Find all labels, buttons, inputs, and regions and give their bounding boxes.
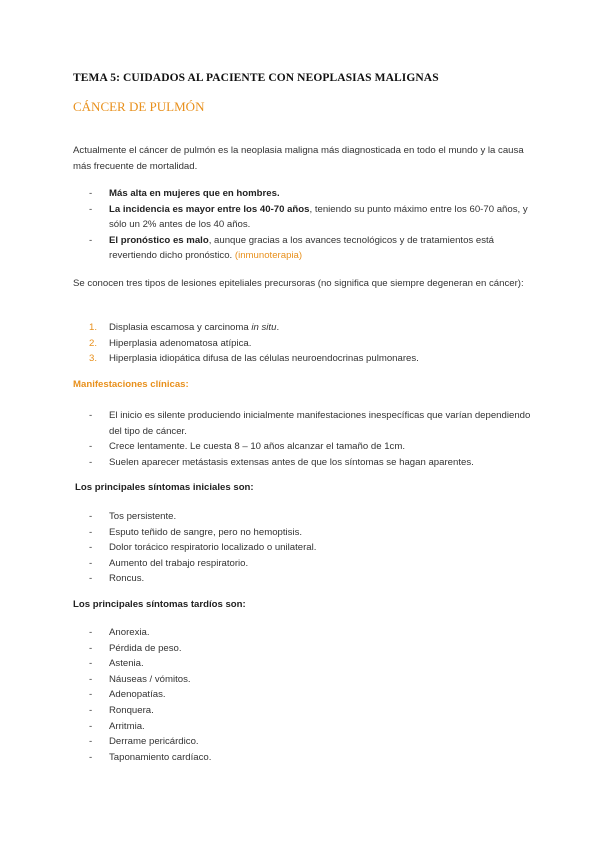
symptom-text: Derrame pericárdico.: [109, 736, 199, 748]
fact-bold: La incidencia es mayor entre los 40-70 años: [109, 203, 310, 215]
list-dash: -: [89, 704, 93, 716]
list-number: 1.: [89, 322, 98, 333]
list-dash: -: [89, 658, 93, 670]
list-dash: -: [89, 573, 93, 585]
lesion-text: Hiperplasia adenomatosa atípica.: [109, 337, 252, 349]
fact-text: , aunque gracias a los avances tecnológicos y de tratamientos está revertiendo dicho pronóstico.: [109, 234, 495, 262]
list-item: [73, 556, 543, 572]
list-dash: -: [89, 689, 93, 701]
list-item: [73, 439, 543, 455]
list-item: [73, 687, 543, 703]
list-item: [73, 336, 543, 352]
list-dash: -: [89, 673, 93, 685]
document-title: TEMA 5: CUIDADOS AL PACIENTE CON NEOPLASIAS MALIGNAS: [73, 72, 439, 84]
list-dash: -: [89, 511, 93, 522]
list-item: [73, 571, 543, 587]
list-item: [73, 186, 543, 202]
symptom-text: Pérdida de peso.: [109, 642, 182, 654]
list-item: [73, 525, 543, 541]
symptom-text: Anorexia.: [109, 627, 150, 638]
lesion-tail: .: [276, 322, 280, 333]
list-item: [73, 672, 543, 688]
list-dash: -: [89, 203, 93, 215]
list-dash: -: [89, 234, 93, 246]
list-dash: -: [89, 542, 93, 554]
fact-bold: Más alta en mujeres que en hombres.: [109, 188, 280, 199]
list-item: [73, 734, 543, 750]
lesion-italic: in situ: [251, 322, 277, 333]
symptom-text: Arritmia.: [109, 720, 145, 732]
manifestations-list: [73, 408, 543, 470]
fact-text: , teniendo su punto máximo entre los 60-70 años, y sólo un 2% antes de los 40 años.: [109, 203, 528, 231]
symptom-text: Tos persistente.: [109, 511, 177, 522]
late-symptoms-list: [73, 625, 543, 765]
list-dash: -: [89, 441, 93, 453]
manifest-text: El inicio es silente produciendo inicialmente manifestaciones inespecíficas que varían dependiendo del tipo de cáncer.: [109, 410, 531, 437]
list-dash: -: [89, 736, 93, 748]
list-item: [73, 625, 543, 641]
facts-list: [73, 186, 543, 264]
list-item: [73, 750, 543, 766]
list-item: [73, 509, 543, 525]
list-number: 3.: [89, 353, 98, 365]
lesions-list: [73, 320, 543, 367]
late-symptoms-heading: Los principales síntomas tardíos son:: [73, 599, 246, 610]
list-dash: -: [89, 557, 93, 569]
list-dash: -: [89, 526, 93, 538]
lesion-text: Hiperplasia idiopática difusa de las células neuroendocrinas pulmonares.: [109, 353, 419, 365]
fact-bold: El pronóstico es malo: [109, 234, 209, 246]
list-dash: -: [89, 642, 93, 654]
symptom-text: Taponamiento cardíaco.: [109, 751, 212, 763]
lesions-intro: Se conocen tres tipos de lesiones epiteliales precursoras (no significa que siempre degeneran en cáncer):: [73, 278, 524, 289]
symptom-text: Astenia.: [109, 658, 144, 670]
symptom-text: Ronquera.: [109, 704, 154, 716]
list-dash: -: [89, 456, 93, 468]
initial-symptoms-heading: Los principales síntomas iniciales son:: [75, 482, 254, 493]
manifest-text: Suelen aparecer metástasis extensas antes de que los síntomas se hagan aparentes.: [109, 456, 474, 468]
list-dash: -: [89, 751, 93, 763]
symptom-text: Aumento del trabajo respiratorio.: [109, 557, 249, 569]
list-item: [73, 320, 543, 336]
manifest-text: Crece lentamente. Le cuesta 8 – 10 años alcanzar el tamaño de 1cm.: [109, 441, 405, 453]
list-dash: -: [89, 720, 93, 732]
list-dash: -: [89, 188, 93, 199]
symptom-text: Dolor torácico respiratorio localizado o unilateral.: [109, 542, 317, 554]
list-number: 2.: [89, 337, 98, 349]
list-item: [73, 719, 543, 735]
intro-paragraph: Actualmente el cáncer de pulmón es la neoplasia maligna más diagnosticada en todo el mundo y la causa más frecuente de mortalidad.: [73, 145, 524, 172]
list-item: [73, 703, 543, 719]
list-dash: -: [89, 410, 93, 421]
manifestations-heading: Manifestaciones clínicas:: [73, 379, 189, 390]
list-item: [73, 656, 543, 672]
list-item: [73, 408, 543, 439]
list-item: [73, 233, 543, 264]
list-item: [73, 540, 543, 556]
symptom-text: Esputo teñido de sangre, pero no hemoptisis.: [109, 526, 303, 538]
fact-note: (inmunoterapia): [234, 250, 303, 262]
list-dash: -: [89, 627, 93, 638]
initial-symptoms-list: [73, 509, 543, 587]
symptom-text: Adenopatías.: [109, 689, 166, 701]
lesion-text: Displasia escamosa y carcinoma: [109, 322, 252, 333]
list-item: [73, 351, 543, 367]
section-title: CÁNCER DE PULMÓN: [73, 99, 205, 114]
list-item: [73, 641, 543, 657]
symptom-text: Roncus.: [109, 573, 145, 585]
list-item: [73, 202, 543, 233]
symptom-text: Náuseas / vómitos.: [109, 673, 191, 685]
list-item: [73, 455, 543, 471]
